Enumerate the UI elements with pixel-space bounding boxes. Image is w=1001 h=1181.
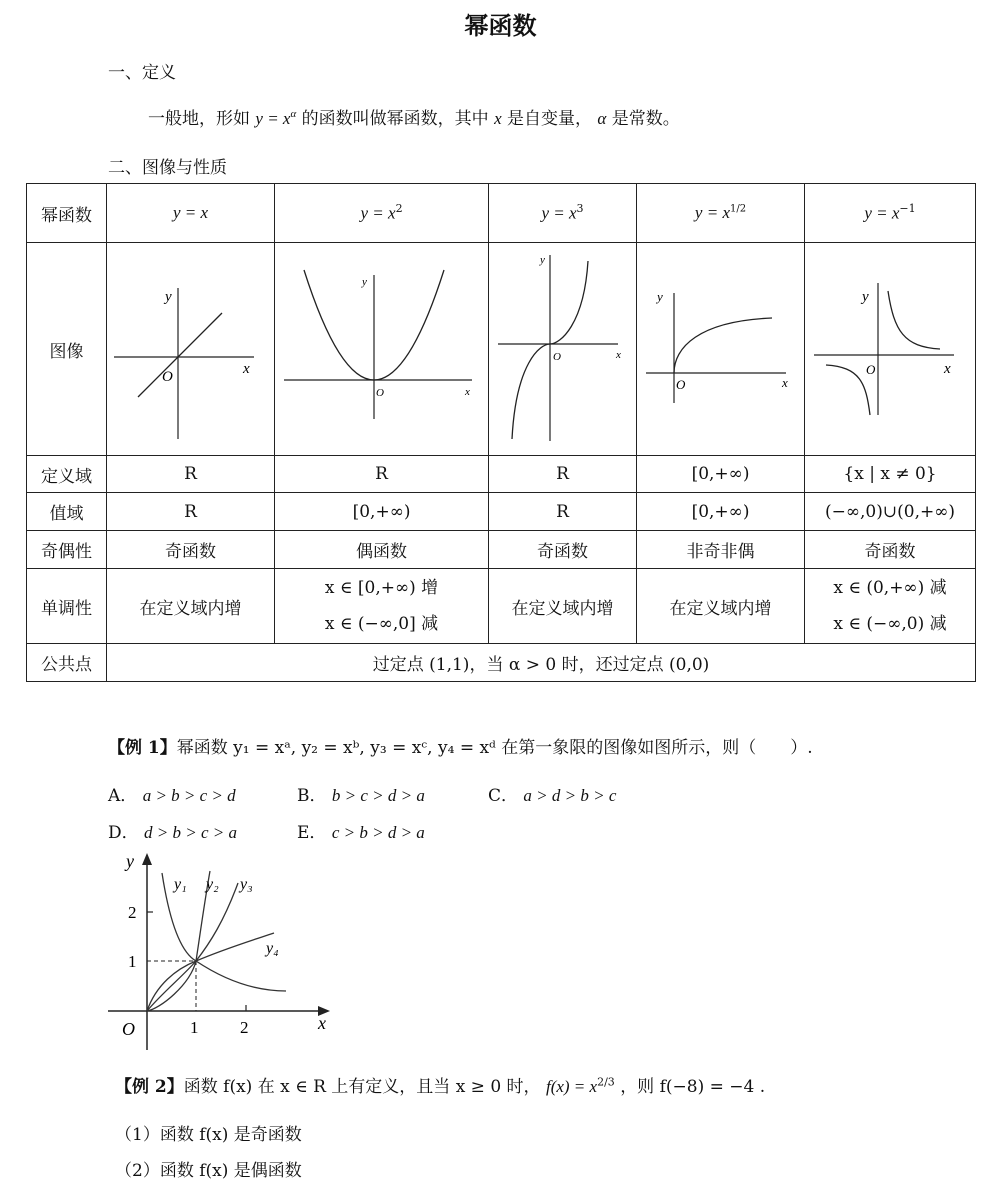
section-graph-heading: 二、图像与性质 bbox=[108, 158, 227, 178]
parity-cell-5: 奇函数 bbox=[805, 531, 976, 569]
svg-text:y: y bbox=[861, 289, 869, 305]
definition-formula: y = x bbox=[255, 109, 291, 128]
graph-cube bbox=[490, 243, 636, 450]
svg-text:y: y bbox=[656, 289, 663, 304]
example1-option-b: B． b > c > d > a bbox=[297, 786, 425, 806]
domain-cell-3: R bbox=[489, 456, 637, 493]
power-function-table bbox=[26, 183, 976, 682]
example2-label: 【例 2】 bbox=[115, 1077, 184, 1097]
domain-cell-5: {x | x ≠ 0} bbox=[805, 456, 976, 493]
example2-formula: f(x) = x bbox=[545, 1077, 598, 1096]
row-label-domain: 定义域 bbox=[27, 456, 107, 493]
svg-text:O: O bbox=[161, 369, 173, 385]
svg-text:O: O bbox=[122, 1019, 135, 1039]
range-cell-3: R bbox=[489, 493, 637, 531]
example2-item-1: （1）函数 f(x) 是奇函数 bbox=[115, 1125, 302, 1145]
svg-text:y₄: y₄ bbox=[266, 940, 279, 957]
graph-sqrt bbox=[638, 243, 804, 450]
common-point-cell: 过定点 (1,1)，当 α > 0 时，还过定点 (0,0) bbox=[107, 644, 976, 682]
parity-cell-4: 非奇非偶 bbox=[637, 531, 805, 569]
row-graph bbox=[27, 243, 976, 456]
svg-text:y₁: y₁ bbox=[174, 876, 187, 893]
mono-cell-2: x ∈ [0,+∞) 增 x ∈ (−∞,0] 减 bbox=[275, 569, 489, 644]
graph-cell-3 bbox=[489, 243, 637, 456]
func-cell-2: $y = x^2$ bbox=[275, 184, 489, 243]
row-label-common: 公共点 bbox=[27, 644, 107, 682]
row-label-graph: 图像 bbox=[27, 243, 107, 456]
row-label-function: 幂函数 bbox=[27, 184, 107, 243]
svg-text:y: y bbox=[126, 851, 134, 871]
range-cell-5: (−∞,0)∪(0,+∞) bbox=[805, 493, 976, 531]
svg-text:x: x bbox=[318, 1013, 326, 1033]
example1-label: 【例 1】 bbox=[108, 738, 177, 758]
svg-text:x: x bbox=[615, 349, 621, 361]
parity-cell-3: 奇函数 bbox=[489, 531, 637, 569]
svg-text:y: y bbox=[539, 254, 545, 266]
example1-graph bbox=[100, 845, 340, 1055]
definition-text: 一般地，形如 $y = x^\alpha$ 的函数叫做幂函数，其中 x 是自变量， α 是常数。 bbox=[148, 108, 680, 129]
row-label-parity: 奇偶性 bbox=[27, 531, 107, 569]
row-parity bbox=[27, 531, 976, 569]
example1-option-e: E． c > b > d > a bbox=[297, 823, 425, 843]
svg-text:O: O bbox=[552, 351, 561, 363]
row-common-point bbox=[27, 644, 976, 682]
mono-cell-3: 在定义域内增 bbox=[489, 569, 637, 644]
page-title: 幂函数 bbox=[464, 11, 537, 40]
svg-text:x: x bbox=[464, 386, 470, 398]
svg-text:y: y bbox=[361, 276, 367, 288]
mono-cell-1: 在定义域内增 bbox=[107, 569, 275, 644]
row-label-monotonic: 单调性 bbox=[27, 569, 107, 644]
row-monotonic bbox=[27, 569, 976, 644]
graph-cell-2 bbox=[275, 243, 489, 456]
section-definition-heading: 一、定义 bbox=[108, 63, 176, 83]
graph-linear bbox=[108, 243, 274, 450]
func-cell-5: $y = x^{-1}$ bbox=[805, 184, 976, 243]
row-domain bbox=[27, 456, 976, 493]
svg-text:2: 2 bbox=[128, 903, 137, 922]
svg-text:1: 1 bbox=[128, 952, 137, 971]
range-cell-1: R bbox=[107, 493, 275, 531]
svg-text:O: O bbox=[865, 362, 875, 377]
func-cell-3: $y = x^3$ bbox=[489, 184, 637, 243]
example1-option-c: C． a > d > b > c bbox=[488, 786, 617, 806]
example1-option-d: D． d > b > c > a bbox=[108, 823, 238, 843]
graph-reciprocal bbox=[806, 243, 975, 450]
graph-square bbox=[276, 243, 488, 450]
svg-text:y: y bbox=[164, 289, 172, 305]
row-function bbox=[27, 184, 976, 243]
example2-item-2: （2）函数 f(x) 是偶函数 bbox=[115, 1161, 302, 1181]
domain-cell-4: [0,+∞) bbox=[637, 456, 805, 493]
svg-text:2: 2 bbox=[240, 1018, 249, 1037]
range-cell-2: [0,+∞) bbox=[275, 493, 489, 531]
domain-cell-1: R bbox=[107, 456, 275, 493]
domain-cell-2: R bbox=[275, 456, 489, 493]
row-label-range: 值域 bbox=[27, 493, 107, 531]
parity-cell-2: 偶函数 bbox=[275, 531, 489, 569]
svg-text:1: 1 bbox=[190, 1018, 199, 1037]
svg-text:y₃: y₃ bbox=[240, 876, 253, 893]
graph-cell-5 bbox=[805, 243, 976, 456]
range-cell-4: [0,+∞) bbox=[637, 493, 805, 531]
row-range bbox=[27, 493, 976, 531]
example2-question: 【例 2】函数 f(x) 在 x ∈ R 上有定义，且当 x ≥ 0 时， $f(x) = x^{2/3}$ ，则 f(−8) = −4 . bbox=[115, 1075, 766, 1097]
svg-text:x: x bbox=[943, 361, 951, 377]
svg-text:x: x bbox=[242, 361, 250, 377]
graph-cell-1 bbox=[107, 243, 275, 456]
parity-cell-1: 奇函数 bbox=[107, 531, 275, 569]
func-cell-4: $y = x^{1/2}$ bbox=[637, 184, 805, 243]
func-cell-1: y = x bbox=[107, 184, 275, 243]
mono-cell-4: 在定义域内增 bbox=[637, 569, 805, 644]
example1-option-a: A． a > b > c > d bbox=[108, 786, 236, 806]
example1-question: 【例 1】幂函数 y₁ = xᵃ, y₂ = xᵇ, y₃ = xᶜ, y₄ = xᵈ 在第一象限的图像如图所示，则（ ）. bbox=[108, 738, 813, 758]
svg-text:y₂: y₂ bbox=[206, 876, 219, 893]
svg-text:x: x bbox=[781, 375, 788, 390]
mono-cell-5: x ∈ (0,+∞) 减 x ∈ (−∞,0) 减 bbox=[805, 569, 976, 644]
svg-text:O: O bbox=[375, 387, 384, 399]
graph-cell-4 bbox=[637, 243, 805, 456]
svg-text:O: O bbox=[675, 377, 685, 392]
